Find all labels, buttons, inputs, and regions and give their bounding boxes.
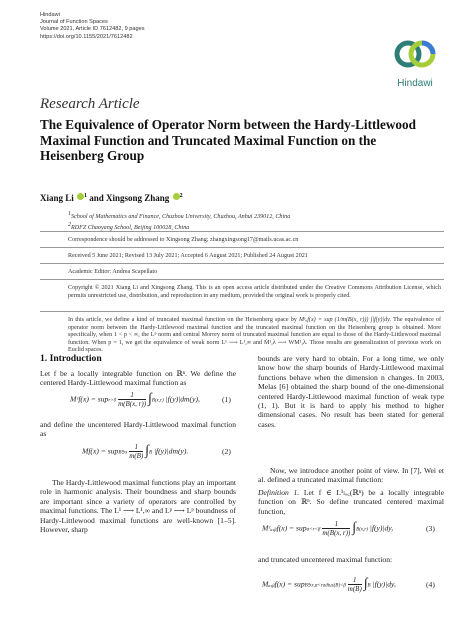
definition-label: Definition 1. — [258, 488, 300, 497]
hindawi-logo-icon — [393, 36, 437, 72]
paragraph: and truncated uncentered maximal function: — [258, 555, 393, 564]
article-type: Research Article — [40, 96, 140, 112]
integral-sign-icon: ∫ — [145, 443, 149, 459]
affiliation-sup: 1 — [84, 193, 88, 199]
equation-4: Mₐ,ᵦf(x) = supB∋x,α<radius(B)<β $\frac{1}{m(B)}$ ∫B |f(y)|dy, — [262, 576, 396, 593]
hindawi-logo — [385, 36, 445, 88]
journal-name: Journal of Function Spaces — [40, 19, 108, 26]
section-heading: 1. Introduction — [40, 353, 102, 364]
article-dates: Received 5 June 2021; Revised 13 July 2021; Accepted 6 August 2021; Published 24 August 2021 — [68, 253, 308, 259]
abstract-formula: Mᵞₐf(x) = sup (1/m(B(x, r))) ∫|f(y)|dy. — [298, 317, 392, 323]
fraction: $\frac{1}{m(B)}$ — [347, 576, 362, 593]
equation-number: (3) — [426, 524, 435, 533]
equation-1: Mᶜf(x) = supr>0 $\frac{1}{m(B(x, r))}$ ∫B(x,r) |f(y)|dm(y), — [70, 391, 200, 408]
copyright-notice: Copyright © 2021 Xiang Li and Xingsong Zhang. This is an open access article distributed under the Creative Commons Attribution License, which permits unrestricted use, distribution, and reproduction in any medium, provided the original work is properly cited. — [68, 285, 441, 299]
doi-link[interactable]: https://doi.org/10.1155/2021/7612482 — [40, 33, 133, 40]
divider — [40, 263, 444, 264]
affiliation-item: $^2$RDFZ Chaoyang School, Beijing 100028, China — [68, 221, 190, 231]
academic-editor: Academic Editor: Andrea Scapellato — [68, 269, 158, 275]
equation-number: (2) — [222, 447, 231, 456]
paragraph: and define the uncentered Hardy-Littlewood maximal function as — [40, 420, 236, 439]
divider — [40, 247, 444, 248]
author-list — [40, 193, 183, 203]
fraction: $\frac{1}{m(B(x, r))}$ — [118, 391, 147, 408]
fraction: $\frac{1}{m(B)}$ — [129, 443, 144, 460]
integral-sign-icon: ∫ — [352, 520, 357, 536]
equation-number: (4) — [426, 580, 435, 589]
author-conjunction: and — [89, 193, 104, 203]
integral-sign-icon: ∫ — [147, 391, 152, 407]
equation-3: Mᶜₐ,ᵦf(x) = supα<r<β $\frac{1}{m(B(x, r))}$ ∫B(x,r) |f(y)|dy, — [262, 520, 394, 537]
affiliations — [68, 211, 398, 232]
affiliation-sup: 2 — [179, 193, 183, 199]
fraction: $\frac{1}{m(B(x, r))}$ — [322, 520, 351, 537]
affiliation-item: $^1$School of Mathematics and Finance, Chuzhou University, Chuzhou, Anhui 239012, China — [68, 211, 291, 221]
integral-sign-icon: ∫ — [363, 576, 368, 592]
orcid-icon[interactable] — [173, 193, 180, 200]
divider — [40, 311, 444, 312]
definition — [258, 488, 444, 516]
abstract — [68, 317, 441, 355]
article-title: The Equivalence of Operator Norm between the Hardy-Littlewood Maximal Function and Truncated Maximal Function on the Heisenberg Group — [40, 117, 416, 163]
journal-metadata — [40, 12, 145, 41]
volume-line: Volume 2021, Article ID 7612482, 9 pages — [40, 26, 145, 33]
paragraph: The Hardy-Littlewood maximal functions play an important role in harmonic analysis. Their boundness and sharp bounds are important since a variety of operators are controlled by maximal functions. The L¹ ⟶ L¹,∞ and Lᵖ ⟶ Lᵖ boundness of Hardy-Littlewood maximal functions are well-known [1–5]. However, sharp — [40, 478, 236, 535]
divider — [40, 279, 444, 280]
definition-text: Let f ∈ L¹ₗₒ꜀(ℝⁿ) be a locally integrable function on ℝⁿ. So define truncated centered maximal function, — [258, 488, 445, 516]
paragraph: bounds are very hard to obtain. For a long time, we only know how the sharp bounds of Hardy-Littlewood maximal functions behave when the dimension n changes. In 2003, Melas [6] obtained the sharp bound of the one-dimensional centered Hardy-Littlewood maximal function of weak type (1, 1). But it is hard to apply his method to higher dimensional cases. No result has been stated for general cases. — [258, 354, 444, 429]
author-name[interactable]: Xiang Li — [40, 193, 74, 203]
abstract-body: The equivalence of operator norm between the Hardy-Littlewood maximal function and the truncated maximal function on the Heisenberg group is obtained. More specifically, when 1 < p < ∞, the Lᵖ norm and central Morrey norm of truncated maximal function are equal to those of the Hardy-Littlewood maximal function. When p = 1, we get the equivalence of weak norm L¹ ⟶ L¹,∞ and Ṁ¹,λ ⟶ WM¹,λ. Those results are generalization of previous work on Euclid spaces. — [68, 317, 441, 354]
paragraph: Let f be a locally integrable function on ℝⁿ. We define the centered Hardy-Littlewood maximal function as — [40, 369, 236, 388]
orcid-icon[interactable] — [77, 193, 84, 200]
correspondence: Correspondence should be addressed to Xingsong Zhang; zhangxingsong17@mails.ucas.ac.cn — [68, 237, 299, 243]
publisher-name: Hindawi — [40, 12, 60, 18]
abstract-intro: In this article, we define a kind of truncated maximal function on the Heisenberg space by — [68, 317, 299, 323]
equation-2: Mf(x) = supB∋x $\frac{1}{m(B)}$ ∫B |f(y)|dm(y). — [82, 443, 189, 460]
author-name[interactable]: Xingsong Zhang — [106, 193, 170, 203]
paragraph: Now, we introduce another point of view. In [7], Wei et al. defined a truncated maximal function: — [258, 466, 444, 485]
divider — [40, 231, 444, 232]
equation-number: (1) — [222, 395, 231, 404]
logo-wordmark: Hindawi — [397, 78, 433, 89]
